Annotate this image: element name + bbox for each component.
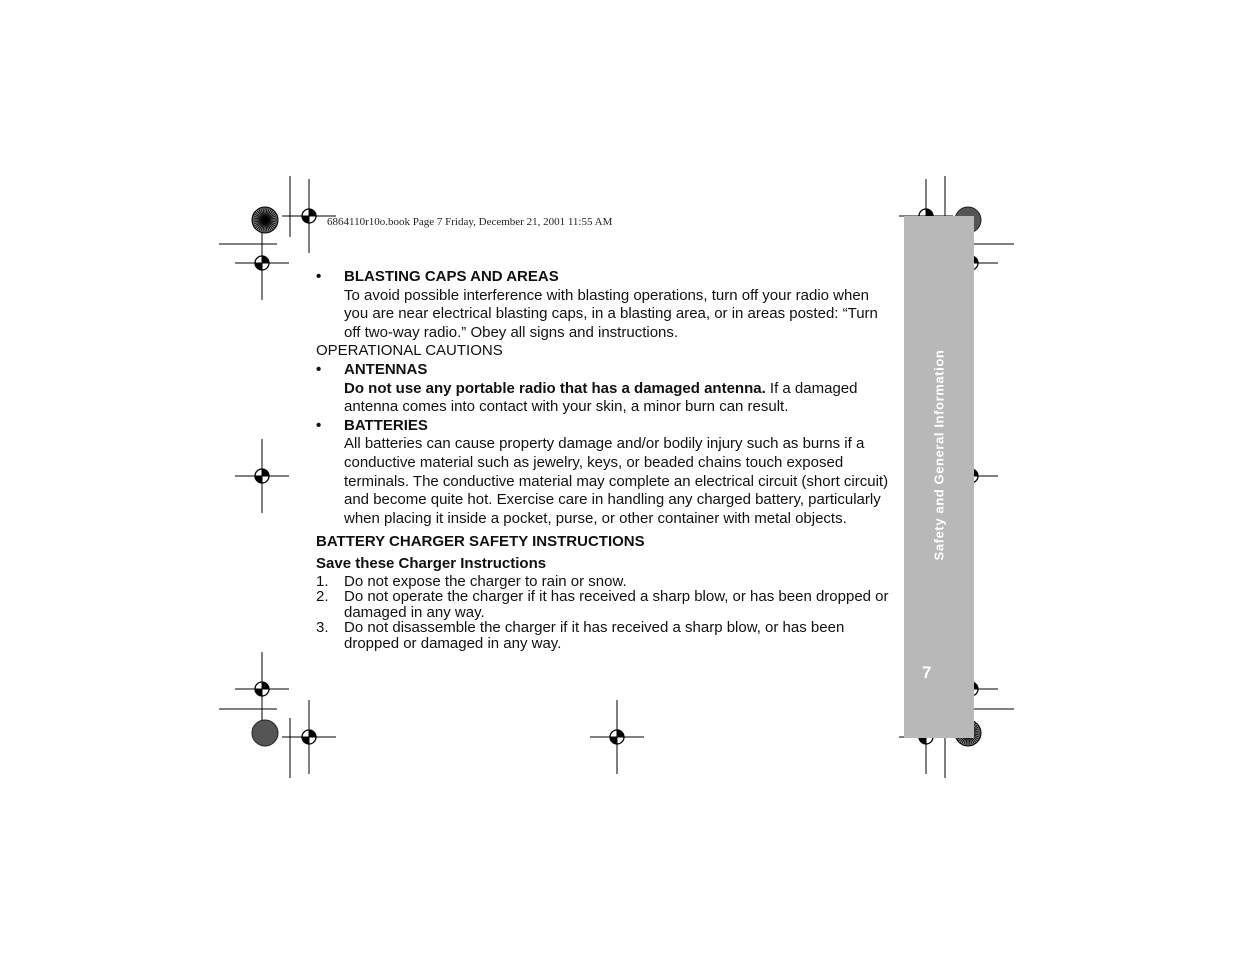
- item-text: Do not disassemble the charger if it has received a sharp blow, or has been dropped or damaged in any way.: [344, 619, 845, 652]
- batteries-body: All batteries can cause property damage and/or bodily injury such as burns if a conductive material such as jewelry, keys, or beaded chains touch exposed terminals. The conductive material may complete an electrical circuit (short circuit) and become quite hot. Exercise care in handling any charged battery, particularly when placing it inside a pocket, purse, or other container with metal objects.: [344, 435, 889, 527]
- bullet: •: [316, 360, 322, 378]
- charger-item: [316, 574, 894, 590]
- blasting-body: To avoid possible interference with blasting operations, turn off your radio when you are near electrical blasting caps, in a blasting area, or in areas posted: “Turn off two-way radio.” Obey all signs and instructions.: [344, 286, 878, 341]
- blasting-heading: BLASTING CAPS AND AREAS: [344, 268, 559, 285]
- crosshair-mark: [235, 439, 289, 513]
- charger-subheading: Save these Charger Instructions: [316, 554, 547, 572]
- item-number: 1.: [316, 572, 329, 590]
- page-content: [316, 268, 894, 651]
- item-number: 3.: [316, 619, 329, 637]
- crosshair-mark: [235, 652, 289, 726]
- starburst-mark: [252, 207, 278, 233]
- bullet: •: [316, 416, 322, 434]
- operational-cautions-heading: OPERATIONAL CAUTIONS: [316, 342, 503, 360]
- charger-item: [316, 589, 894, 620]
- antennas-body: [316, 380, 894, 417]
- file-header-line: 6864110r10o.book Page 7 Friday, December 21, 2001 11:55 AM: [327, 216, 613, 228]
- batteries-heading: BATTERIES: [344, 416, 428, 434]
- item-text: Do not operate the charger if it has received a sharp blow, or has been dropped or damaged in any way.: [344, 588, 889, 621]
- item-number: 2.: [316, 588, 329, 606]
- page-number: 7: [922, 663, 932, 682]
- blasting-heading-item: [316, 268, 894, 287]
- crosshair-mark: [235, 226, 289, 300]
- antennas-warning: Do not use any portable radio that has a damaged antenna.: [344, 379, 766, 397]
- antennas-heading: ANTENNAS: [344, 360, 428, 378]
- bullet: •: [316, 268, 322, 285]
- item-text: Do not expose the charger to rain or snow.: [344, 572, 627, 590]
- side-tab-title: Safety and General Information: [931, 349, 947, 561]
- antennas-body-text: If a damaged antenna comes into contact with your skin, a minor burn can result.: [344, 379, 858, 416]
- antennas-heading-item: [316, 361, 894, 380]
- crosshair-mark: [590, 700, 644, 774]
- batteries-heading-item: [316, 417, 894, 436]
- charger-section-heading: BATTERY CHARGER SAFETY INSTRUCTIONS: [316, 533, 645, 551]
- density-disc-mark: [252, 720, 278, 746]
- charger-item: [316, 620, 894, 651]
